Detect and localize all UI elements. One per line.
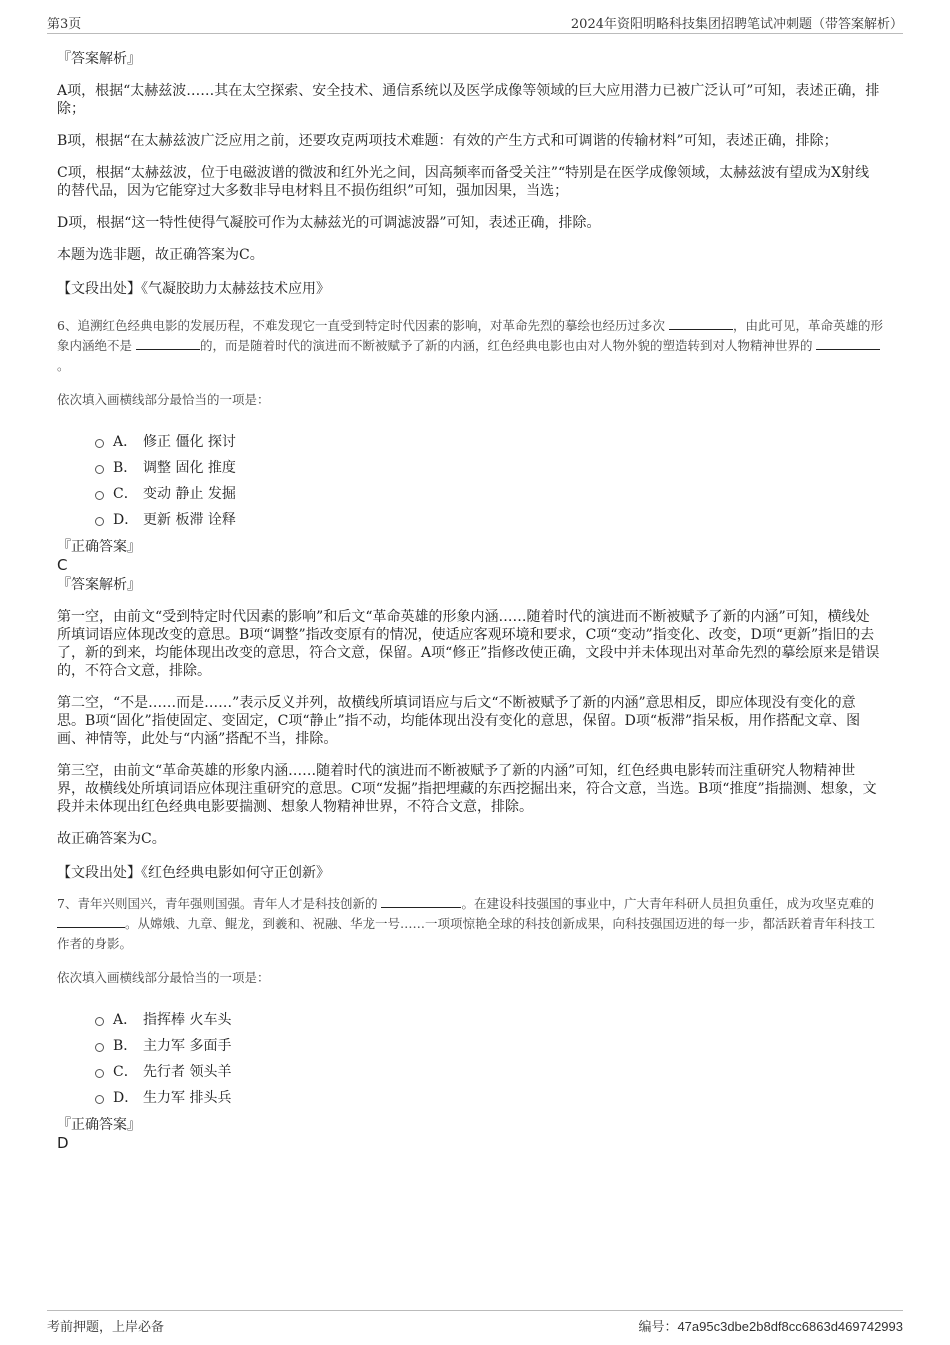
page-content xyxy=(57,48,883,1152)
analysis-paragraph: A项，根据“太赫兹波……其在太空探索、安全技术、通信系统以及医学成像等领域的巨大应用潜力已被广泛认可”可知，表述正确，排除； xyxy=(57,83,880,117)
analysis-paragraph: C项，根据“太赫兹波，位于电磁波谱的微波和红外光之间，因高频率而备受关注”“特别是在医学成像领域，太赫兹波有望成为X射线的替代品，因为它能穿过大多数非导电材料且不损伤组织”可知，强加因果，当选； xyxy=(57,165,870,199)
analysis-title: 『答案解析』 xyxy=(57,577,141,593)
options-list xyxy=(95,428,883,532)
option-b[interactable] xyxy=(95,454,883,480)
option-text: 修正 僵化 探讨 xyxy=(143,434,236,450)
option-text: 指挥棒 火车头 xyxy=(143,1012,232,1028)
correct-answer: C xyxy=(57,556,68,574)
option-c[interactable] xyxy=(95,1058,883,1084)
fill-blank xyxy=(57,915,125,928)
fill-blank xyxy=(136,337,200,350)
option-text: 调整 固化 推度 xyxy=(143,460,236,476)
answer-title: 『正确答案』 xyxy=(57,539,141,555)
option-letter: B． xyxy=(113,1038,138,1054)
option-text: 生力军 排头兵 xyxy=(143,1090,232,1106)
fill-blank xyxy=(669,317,733,330)
option-letter: B． xyxy=(113,460,138,476)
stem-text: 。从嫦娥、九章、鲲龙，到羲和、祝融、华龙一号……一项项惊艳全球的科技创新成果，向科技强国迈进的每一步，都活跃着青年科技工作者的身影。 xyxy=(57,916,876,951)
radio-icon[interactable] xyxy=(95,517,104,526)
option-letter: D． xyxy=(113,1090,139,1106)
stem-text: 7、青年兴则国兴，青年强则国强。青年人才是科技创新的 xyxy=(57,896,382,911)
stem-text: ，由此可见，革命英雄的形象内涵绝不是 xyxy=(57,318,883,353)
option-a[interactable] xyxy=(95,1006,883,1032)
fill-blank xyxy=(381,895,461,908)
stem-text: 。在建设科技强国的事业中，广大青年科研人员担负重任，成为攻坚克难的 xyxy=(461,896,874,911)
analysis-conclusion: 故正确答案为C。 xyxy=(57,831,166,847)
option-text: 主力军 多面手 xyxy=(143,1038,232,1054)
document-title: 2024年资阳明略科技集团招聘笔试冲刺题（带答案解析） xyxy=(570,17,903,32)
radio-icon[interactable] xyxy=(95,1095,104,1104)
question-stem xyxy=(57,316,883,376)
source-citation: 【文段出处】《气凝胶助力太赫兹技术应用》 xyxy=(57,281,330,297)
footer-slogan: 考前押题，上岸必备 xyxy=(47,1320,165,1335)
radio-icon[interactable] xyxy=(95,465,104,474)
option-a[interactable] xyxy=(95,428,883,454)
document-id: 编号：47a95c3dbe2b8df8cc6863d469742993 xyxy=(638,1319,903,1334)
radio-icon[interactable] xyxy=(95,439,104,448)
stem-text: 的，而是随着时代的演进而不断被赋予了新的内涵，红色经典电影也由对人物外貌的塑造转到对人物精神世界的 xyxy=(199,338,817,353)
option-text: 先行者 领头羊 xyxy=(143,1064,232,1080)
question-stem xyxy=(57,894,883,954)
option-d[interactable] xyxy=(95,506,883,532)
option-text: 更新 板滞 诠释 xyxy=(143,512,236,528)
option-letter: A． xyxy=(113,434,138,450)
analysis-title: 『答案解析』 xyxy=(57,51,141,67)
stem-text: 6、追溯红色经典电影的发展历程，不难发现它一直受到特定时代因素的影响，对革命先烈的摹绘也经历过多次 xyxy=(57,318,669,333)
option-d[interactable] xyxy=(95,1084,883,1110)
options-list xyxy=(95,1006,883,1110)
question-instruction: 依次填入画横线部分最恰当的一项是： xyxy=(57,970,270,985)
fill-blank xyxy=(816,337,880,350)
option-text: 变动 静止 发掘 xyxy=(143,486,236,502)
page-footer xyxy=(47,1310,903,1335)
radio-icon[interactable] xyxy=(95,491,104,500)
analysis-conclusion: 本题为选非题，故正确答案为C。 xyxy=(57,247,264,263)
radio-icon[interactable] xyxy=(95,1017,104,1026)
correct-answer: D xyxy=(57,1134,69,1152)
analysis-paragraph: 第三空，由前文“革命英雄的形象内涵……随着时代的演进而不断被赋予了新的内涵”可知，红色经典电影转而注重研究人物精神世界，故横线处所填词语应体现注重研究的意思。C项“发掘”指把埋藏的东西挖掘出来，符合文意，当选。B项“推度”指揣测、想象，文段并未体现出红色经典电影要揣测、想象人物精神世界，不符合文意，排除。 xyxy=(57,763,877,815)
radio-icon[interactable] xyxy=(95,1043,104,1052)
option-b[interactable] xyxy=(95,1032,883,1058)
page-header xyxy=(47,13,903,34)
analysis-paragraph: B项，根据“在太赫兹波广泛应用之前，还要攻克两项技术难题：有效的产生方式和可调谐的传输材料”可知，表述正确，排除； xyxy=(57,133,838,149)
analysis-paragraph: 第一空，由前文“受到特定时代因素的影响”和后文“革命英雄的形象内涵……随着时代的演进而不断被赋予了新的内涵”可知，横线处所填词语应体现改变的意思。B项“调整”指改变原有的情况，使适应客观环境和要求，C项“变动”指变化、改变，D项“更新”指旧的去了，新的到来，均能体现出改变的意思，符合文意，保留。A项“修正”指修改使正确，文段中并未体现出对革命先烈的摹绘原来是错误的，不符合文意，排除。 xyxy=(57,609,880,679)
source-citation: 【文段出处】《红色经典电影如何守正创新》 xyxy=(57,865,330,881)
option-letter: C． xyxy=(113,486,138,502)
option-letter: D． xyxy=(113,512,139,528)
option-c[interactable] xyxy=(95,480,883,506)
analysis-paragraph: 第二空，“不是……而是……”表示反义并列，故横线所填词语应与后文“不断被赋予了新的内涵”意思相反，即应体现没有变化的意思。B项“固化”指使固定、变固定，C项“静止”指不动，均能体现出没有变化的意思，保留。D项“板滞”指呆板，用作搭配文章、图画、神情等，此处与“内涵”搭配不当，排除。 xyxy=(57,695,861,747)
question-instruction: 依次填入画横线部分最恰当的一项是： xyxy=(57,392,270,407)
option-letter: C． xyxy=(113,1064,138,1080)
analysis-paragraph: D项，根据“这一特性使得气凝胶可作为太赫兹光的可调滤波器”可知，表述正确，排除。 xyxy=(57,215,601,231)
option-letter: A． xyxy=(113,1012,138,1028)
answer-title: 『正确答案』 xyxy=(57,1117,141,1133)
radio-icon[interactable] xyxy=(95,1069,104,1078)
stem-text: 。 xyxy=(57,358,70,373)
page-number: 第3页 xyxy=(47,17,82,32)
